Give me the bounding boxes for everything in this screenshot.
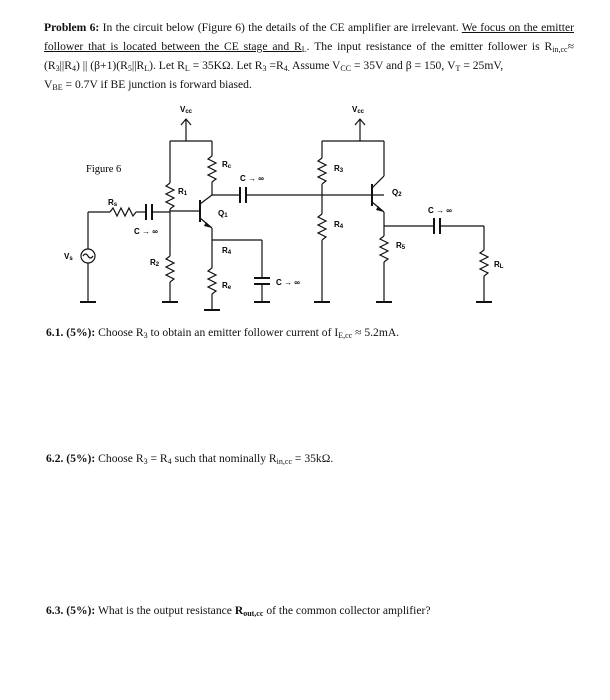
svg-text:C → ∞: C → ∞: [240, 174, 264, 183]
svg-text:Q1: Q1: [218, 209, 228, 219]
transistor-q2-icon: [372, 176, 384, 212]
vcc-left-icon: [180, 105, 193, 136]
svg-text:RL: RL: [494, 260, 504, 270]
resistor-r2-icon: [166, 256, 174, 282]
resistor-r1-icon: [166, 183, 174, 209]
resistor-re-icon: [208, 268, 216, 294]
question-6-1: 6.1. (5%): Choose $R_3$ to obtain an emitter follower current of $I_{E,cc} \approx 5.2mA$.: [46, 326, 400, 340]
svg-text:R4: R4: [334, 220, 344, 230]
problem-heading: Problem 6:: [44, 21, 100, 34]
svg-text:C → ∞: C → ∞: [134, 227, 158, 236]
svg-text:R4: R4: [222, 246, 232, 256]
vcc-right-icon: [352, 105, 365, 136]
svg-text:Vcc: Vcc: [352, 105, 365, 115]
resistor-r4-icon: [318, 214, 326, 240]
svg-text:R2: R2: [150, 258, 160, 268]
resistor-rl-icon: [480, 250, 488, 276]
resistor-rs-icon: [110, 208, 136, 216]
svg-text:R1: R1: [178, 187, 188, 197]
svg-text:R5: R5: [396, 241, 406, 251]
svg-text:Vcc: Vcc: [180, 105, 193, 115]
svg-text:Vs: Vs: [64, 252, 73, 262]
question-6-2: 6.2. (5%): Choose $R_3 = R_4$ such that nominally $R_{in,cc} = 35k\Omega$.: [46, 452, 334, 466]
svg-text:Re: Re: [222, 281, 232, 291]
problem-statement: Problem 6: In the circuit below (Figure 6) the details of the CE amplifier are irrelevant. We focus on the emitter follower that is located between the CE stage and $R_L$. The input resistance of the emitter follower is $R_{in,cc}\approx (R_3||R_4)$ || $(\beta+1)(R_5||R_L)$. Let $R_L = 35K\Omega$. Let $R_3 =R_{4.}$ Assume $V_{CC} = 35V$ and β = 150, $V_T = 25mV$, $V_{BE} = 0.7V$ if BE junction is forward biased.: [44, 21, 574, 92]
transistor-q1-icon: [170, 195, 212, 228]
resistor-r5-icon: [380, 236, 388, 262]
svg-text:Rc: Rc: [222, 160, 232, 170]
source-vs-icon: [81, 249, 95, 263]
question-6-3: 6.3. (5%): What is the output resistance $R_{out,cc}$ of the common collector amplifier?: [46, 604, 431, 618]
ground-icon: [80, 302, 492, 310]
figure-caption: Figure 6: [86, 164, 122, 175]
svg-text:R3: R3: [334, 164, 344, 174]
svg-text:Q2: Q2: [392, 188, 402, 198]
resistor-rc-icon: [208, 156, 216, 182]
resistor-r3-icon: [318, 158, 326, 184]
svg-text:Rs: Rs: [108, 198, 118, 208]
svg-text:C → ∞: C → ∞: [276, 278, 300, 287]
svg-text:C → ∞: C → ∞: [428, 206, 452, 215]
underlined-focus: We focus on the emitter follower that is located between the CE stage and $R_L$: [44, 21, 574, 54]
